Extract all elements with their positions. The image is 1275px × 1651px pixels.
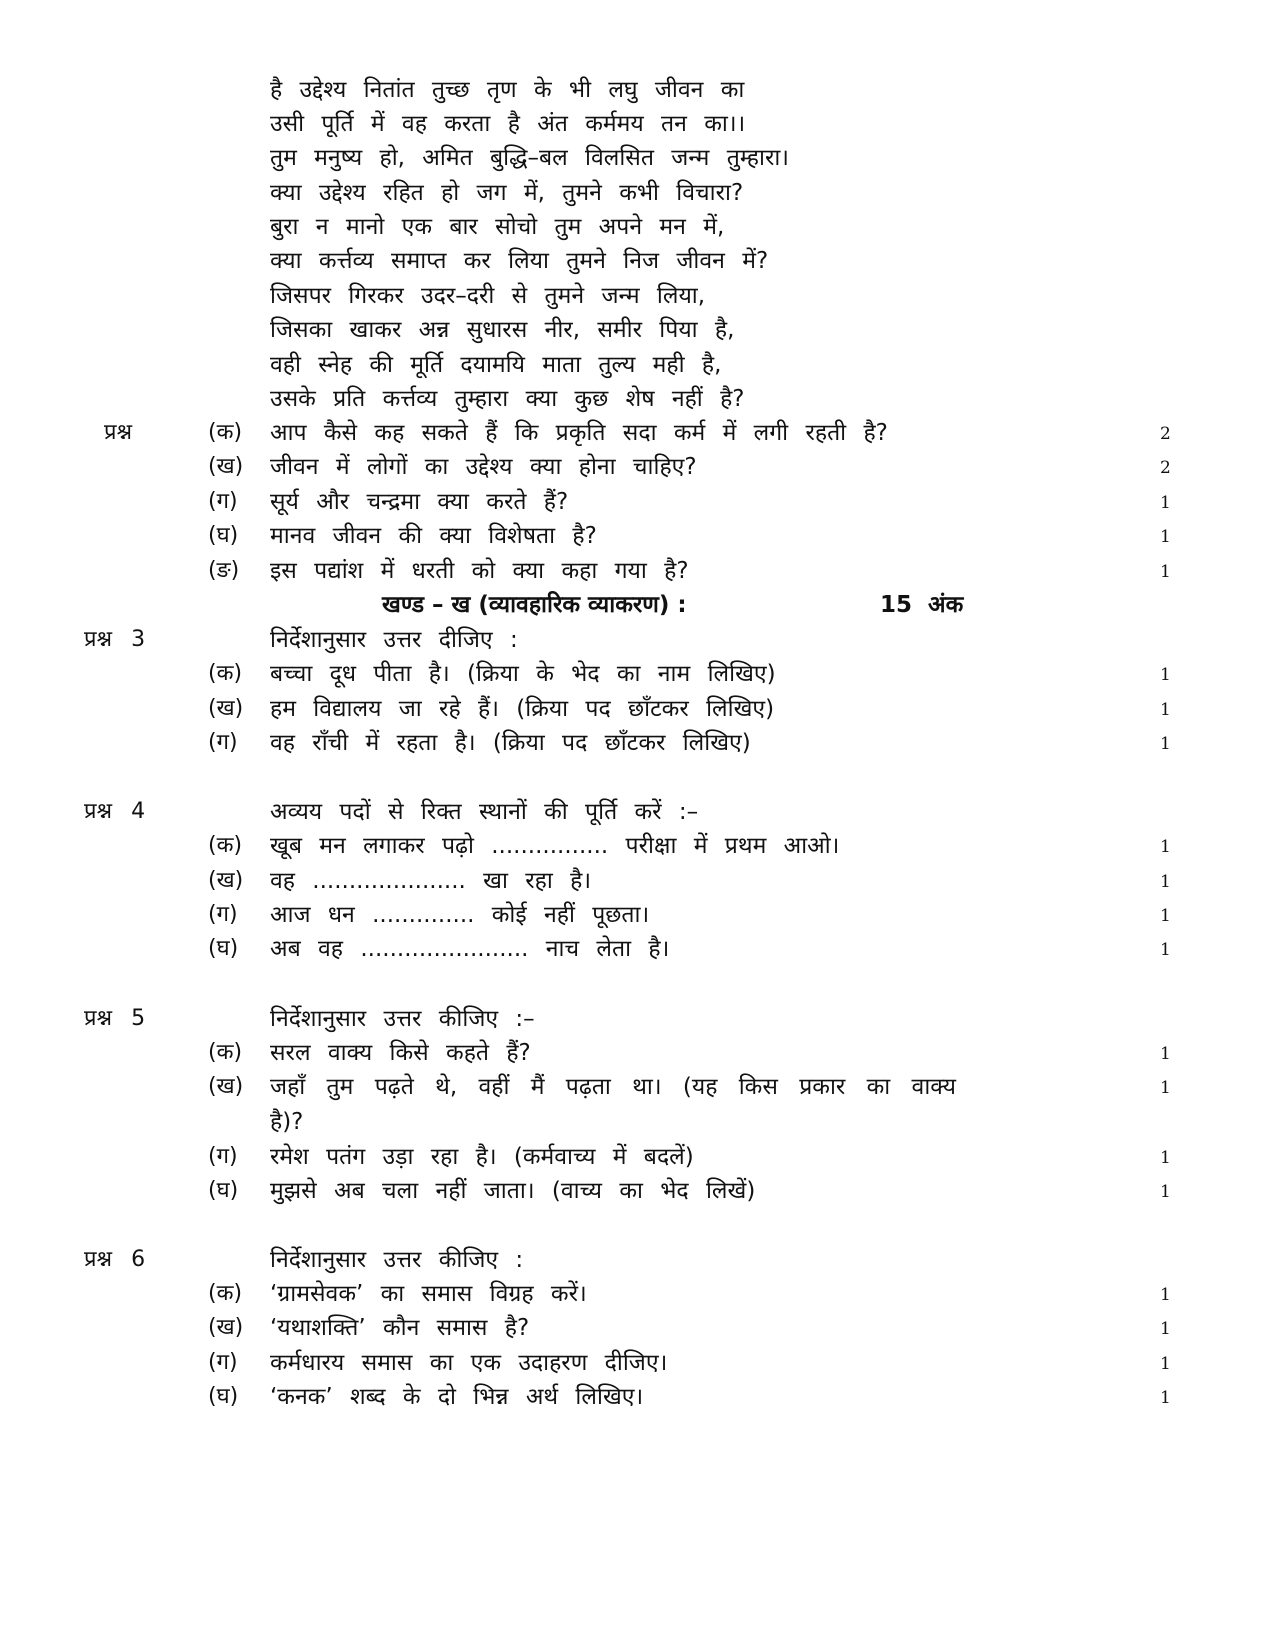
marks: 1 — [1160, 1148, 1171, 1168]
question-text: सरल वाक्य किसे कहते हैं? — [270, 1040, 531, 1066]
question-text: वह ..................... खा रहा है। — [270, 868, 592, 894]
marks: 1 — [1160, 1182, 1171, 1202]
poem-line: बुरा न मानो एक बार सोचो तुम अपने मन में, — [270, 214, 725, 240]
option-label: (ख) — [208, 868, 244, 893]
question-text: जहाँ तुम पढ़ते थे, वहीं मैं पढ़ता था। (यह किस प्रकार का वाक्य — [270, 1074, 956, 1100]
poem-line: है उद्देश्य नितांत तुच्छ तृण के भी लघु जीवन का — [270, 77, 745, 103]
question-text: ‘ग्रामसेवक’ का समास विग्रह करें। — [270, 1281, 587, 1307]
question-text: कर्मधारय समास का एक उदाहरण दीजिए। — [270, 1350, 668, 1376]
option-label: (ग) — [208, 730, 238, 755]
option-label: (क) — [208, 420, 243, 445]
option-label: (घ) — [208, 1384, 239, 1409]
option-label: (घ) — [208, 936, 239, 961]
question-text: सूर्य और चन्द्रमा क्या करते हैं? — [270, 489, 569, 515]
question-text-continued: है)? — [270, 1109, 304, 1135]
option-label: (घ) — [208, 523, 239, 548]
option-label: (क) — [208, 833, 243, 858]
marks: 1 — [1160, 562, 1171, 582]
marks: 1 — [1160, 665, 1171, 685]
poem-line: जिसका खाकर अन्न सुधारस नीर, समीर पिया है, — [270, 317, 735, 343]
question-text: मानव जीवन की क्या विशेषता है? — [270, 523, 597, 549]
option-label: (ङ) — [208, 558, 240, 583]
option-label: (क) — [208, 1040, 243, 1065]
question-text: जीवन में लोगों का उद्देश्य क्या होना चाहिए? — [270, 454, 697, 480]
poem-line: उसके प्रति कर्त्तव्य तुम्हारा क्या कुछ शेष नहीं है? — [270, 386, 745, 412]
question-text: बच्चा दूध पीता है। (क्रिया के भेद का नाम लिखिए) — [270, 661, 776, 687]
question-text: मुझसे अब चला नहीं जाता। (वाच्य का भेद लिखें) — [270, 1178, 756, 1204]
option-label: (ग) — [208, 902, 238, 927]
marks: 1 — [1160, 1285, 1171, 1305]
option-label: (ख) — [208, 1074, 244, 1099]
question-label: प्रश्न 4 — [84, 799, 146, 824]
question-text: आज धन .............. कोई नहीं पूछता। — [270, 902, 650, 928]
marks: 1 — [1160, 1319, 1171, 1339]
question-text: रमेश पतंग उड़ा रहा है। (कर्मवाच्य में बदलें) — [270, 1144, 694, 1170]
section-marks: 15 अंक — [880, 592, 964, 618]
marks: 2 — [1160, 458, 1171, 478]
marks: 1 — [1160, 837, 1171, 857]
marks: 1 — [1160, 493, 1171, 513]
marks: 1 — [1160, 906, 1171, 926]
option-label: (क) — [208, 661, 243, 686]
question-label: प्रश्न — [104, 420, 133, 445]
poem-line: क्या उद्देश्य रहित हो जग में, तुमने कभी विचारा? — [270, 180, 744, 206]
poem-line: तुम मनुष्य हो, अमित बुद्धि–बल विलसित जन्म तुम्हारा। — [270, 145, 790, 171]
question-label: प्रश्न 6 — [84, 1247, 146, 1272]
poem-line: जिसपर गिरकर उदर–दरी से तुमने जन्म लिया, — [270, 283, 706, 309]
option-label: (ग) — [208, 1144, 238, 1169]
question-text: हम विद्यालय जा रहे हैं। (क्रिया पद छाँटकर लिखिए) — [270, 696, 775, 722]
option-label: (ख) — [208, 454, 244, 479]
marks: 1 — [1160, 734, 1171, 754]
question-text: ‘यथाशक्ति’ कौन समास है? — [270, 1315, 530, 1341]
marks: 1 — [1160, 527, 1171, 547]
question-instruction: निर्देशानुसार उत्तर कीजिए : — [270, 1247, 524, 1273]
marks: 1 — [1160, 1388, 1171, 1408]
option-label: (ग) — [208, 1350, 238, 1375]
option-label: (ख) — [208, 696, 244, 721]
marks: 1 — [1160, 1354, 1171, 1374]
question-instruction: निर्देशानुसार उत्तर कीजिए :– — [270, 1006, 535, 1032]
option-label: (क) — [208, 1281, 243, 1306]
marks: 1 — [1160, 1044, 1171, 1064]
question-label: प्रश्न 3 — [84, 627, 146, 652]
marks: 1 — [1160, 940, 1171, 960]
option-label: (ख) — [208, 1315, 244, 1340]
question-instruction: निर्देशानुसार उत्तर दीजिए : — [270, 627, 518, 653]
marks: 1 — [1160, 872, 1171, 892]
question-text: खूब मन लगाकर पढ़ो ................ परीक्षा में प्रथम आओ। — [270, 833, 840, 859]
question-text: ‘कनक’ शब्द के दो भिन्न अर्थ लिखिए। — [270, 1384, 644, 1410]
question-instruction: अव्यय पदों से रिक्त स्थानों की पूर्ति करें :– — [270, 799, 699, 825]
poem-line: वही स्नेह की मूर्ति दयामयि माता तुल्य मही है, — [270, 352, 722, 378]
question-text: आप कैसे कह सकते हैं कि प्रकृति सदा कर्म में लगी रहती है? — [270, 420, 888, 446]
question-text: इस पद्यांश में धरती को क्या कहा गया है? — [270, 558, 689, 584]
option-label: (ग) — [208, 489, 238, 514]
question-text: अब वह ....................... नाच लेता है। — [270, 936, 670, 962]
question-text: वह राँची में रहता है। (क्रिया पद छाँटकर लिखिए) — [270, 730, 751, 756]
marks: 2 — [1160, 424, 1171, 444]
option-label: (घ) — [208, 1178, 239, 1203]
poem-line: क्या कर्त्तव्य समाप्त कर लिया तुमने निज जीवन में? — [270, 248, 769, 274]
poem-line: उसी पूर्ति में वह करता है अंत कर्ममय तन का।। — [270, 111, 746, 137]
marks: 1 — [1160, 1078, 1171, 1098]
marks: 1 — [1160, 700, 1171, 720]
question-label: प्रश्न 5 — [84, 1006, 146, 1031]
section-heading: खण्ड – ख (व्यावहारिक व्याकरण) : — [382, 592, 687, 618]
